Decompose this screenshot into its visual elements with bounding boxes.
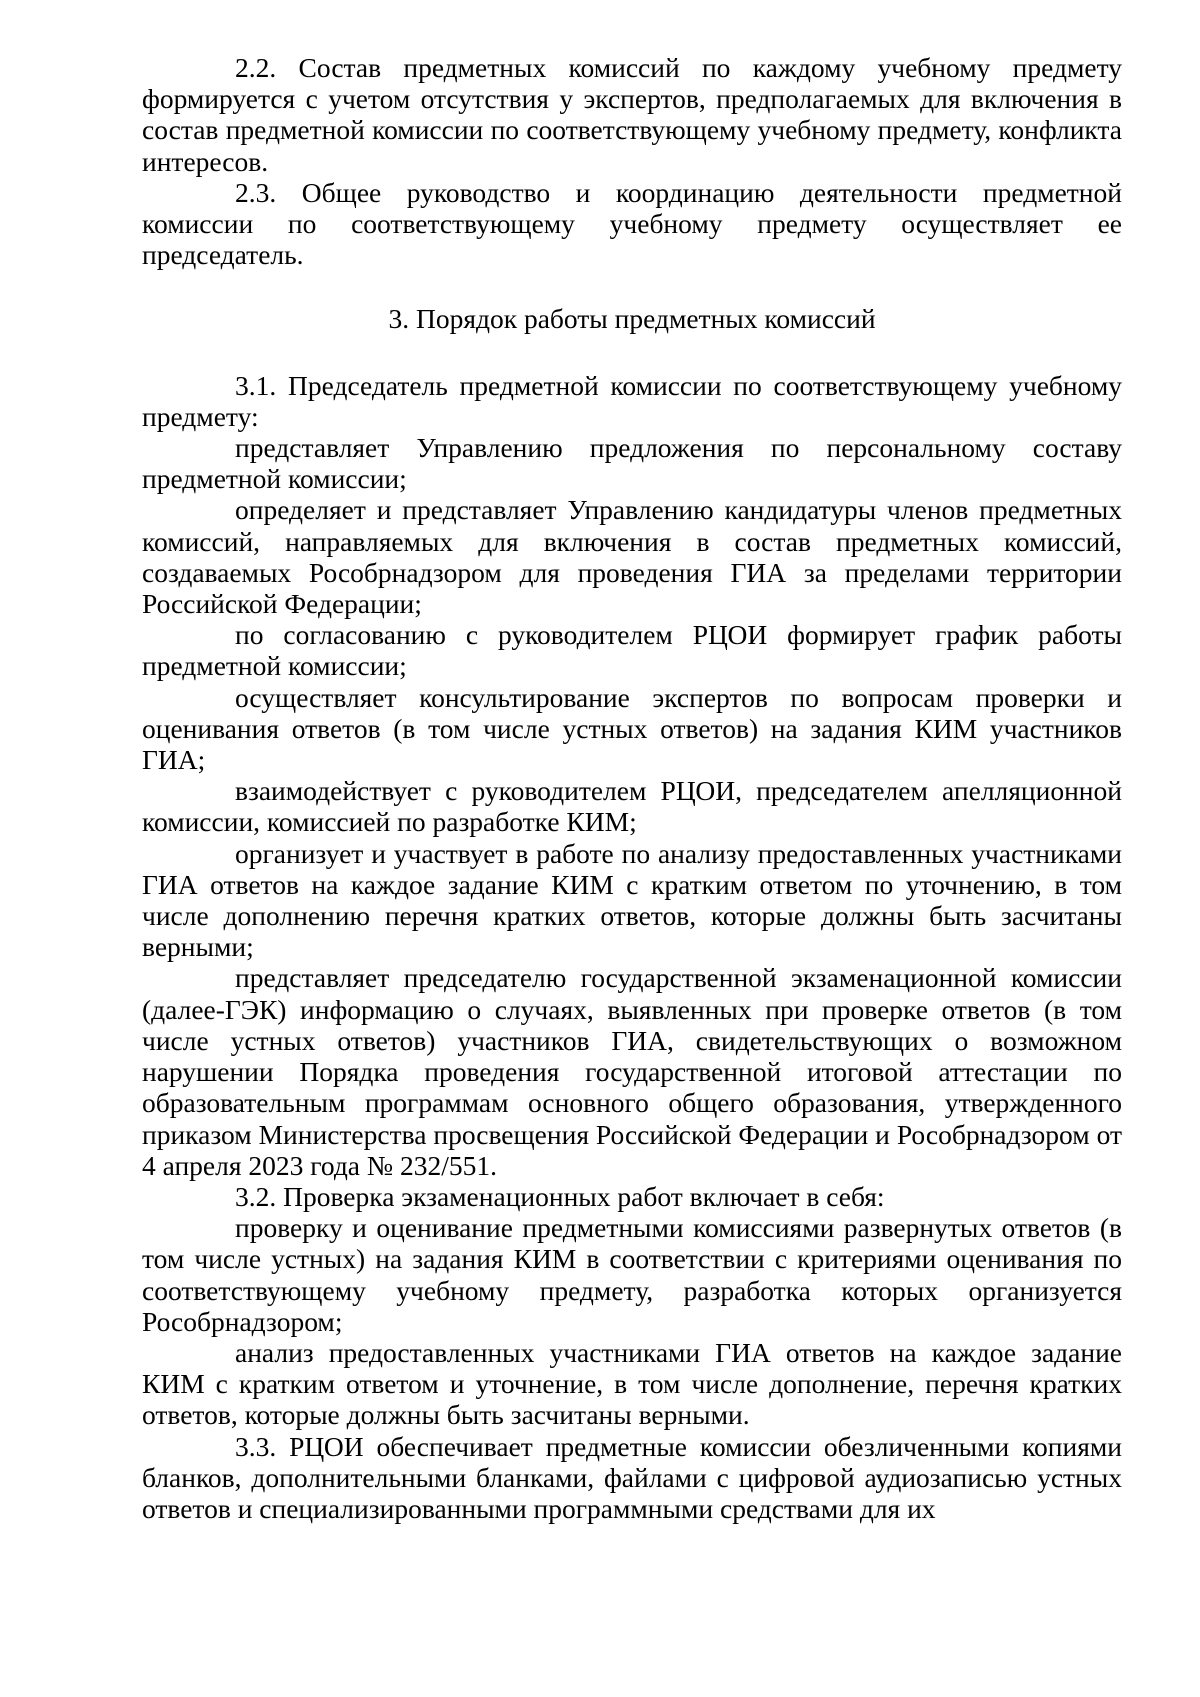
list-item-interaction: взаимодействует с руководителем РЦОИ, председателем апелляционной комиссии, комиссией по разработке КИМ; — [142, 775, 1122, 838]
list-item-consulting: осуществляет консультирование экспертов по вопросам проверки и оценивания ответов (в том числе устных ответов) на задания КИМ участников ГИА; — [142, 681, 1122, 776]
paragraph-2-2: 2.2. Состав предметных комиссий по каждому учебному предмету формируется с учетом отсутствия у экспертов, предполагаемых для включения в состав предметной комиссии по соответствующему учебному предмету, конфликта интересов. — [142, 52, 1122, 177]
list-item-proposals: представляет Управлению предложения по персональному составу предметной комиссии; — [142, 432, 1122, 495]
list-item-reporting: представляет председателю государственной экзаменационной комиссии (далее-ГЭК) информацию о случаях, выявленных при проверке ответов (в том числе устных ответов) участников ГИА, свидетельствующих о возможном нарушении Порядка проведения государственной итоговой аттестации по образовательным программам основного общего образования, утвержденного приказом Министерства просвещения Российской Федерации и Рособрнадзором от 4 апреля 2023 года № 232/551. — [142, 962, 1122, 1181]
section-heading: 3. Порядок работы предметных комиссий — [388, 303, 876, 335]
list-item-candidates: определяет и представляет Управлению кандидатуры членов предметных комиссий, направляемых для включения в состав предметных комиссий, создаваемых Рособрнадзором для проведения ГИА за пределами территории Российской Федерации; — [142, 494, 1122, 620]
paragraph-3-1: 3.1. Председатель предметной комиссии по соответствующему учебному предмету: — [142, 369, 1122, 432]
paragraph-3-2: 3.2. Проверка экзаменационных работ включает в себя: — [235, 1180, 885, 1212]
list-item-short-answers: анализ предоставленных участниками ГИА ответов на каждое задание КИМ с кратким ответом и уточнение, в том числе дополнение, перечня кратких ответов, которые должны быть засчитаны верными. — [142, 1336, 1122, 1431]
list-item-schedule: по согласованию с руководителем РЦОИ формирует график работы предметной комиссии; — [142, 619, 1122, 682]
paragraph-2-3: 2.3. Общее руководство и координацию деятельности предметной комиссии по соответствующему учебному предмету осуществляет ее председатель. — [142, 176, 1122, 271]
list-item-checking: проверку и оценивание предметными комиссиями развернутых ответов (в том числе устных) на задания КИМ в соответствии с критериями оценивания по соответствующему учебному предмету, разработка которых организуется Рособрнадзором; — [142, 1212, 1122, 1337]
list-item-analysis: организует и участвует в работе по анализу предоставленных участниками ГИА ответов на каждое задание КИМ с кратким ответом по уточнению, в том числе дополнению перечня кратких ответов, которые должны быть засчитаны верными; — [142, 837, 1122, 963]
document-page — [142, 52, 1122, 1524]
paragraph-3-3: 3.3. РЦОИ обеспечивает предметные комиссии обезличенными копиями бланков, дополнительными бланками, файлами с цифровой аудиозаписью устных ответов и специализированными программными средствами для их — [142, 1430, 1122, 1524]
